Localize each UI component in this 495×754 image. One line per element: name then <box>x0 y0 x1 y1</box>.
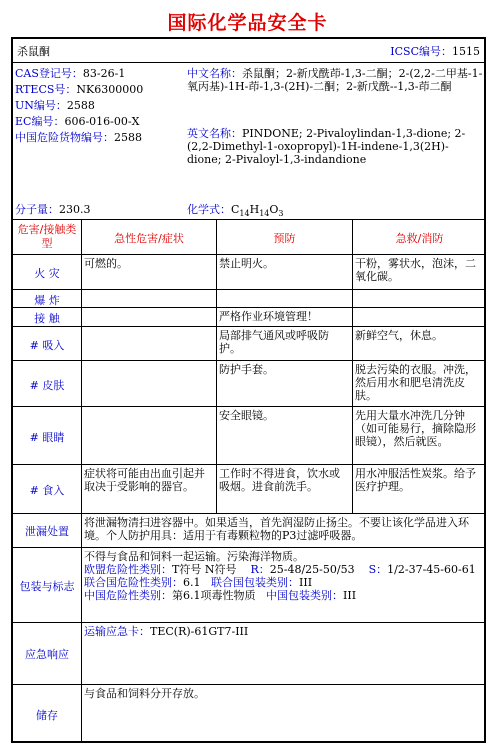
packaging-label: 包装与标志 <box>19 580 75 593</box>
card-title: 国际化学品安全卡 <box>167 12 328 34</box>
chinese-name: 中文名称：杀鼠酮；2-新戊酰茚-1,3-二酮；2-(2,2-二甲基-1-氧丙基)-1H-茚-1,3-(2H)-二酮；2-新戊酰--1,3-茚二酮 <box>187 67 483 93</box>
cas-number: CAS登记号：83-26-1 <box>15 67 126 80</box>
ingestion-prevention: 工作时不得进食，饮水或吸烟。进食前洗手。 <box>219 467 340 493</box>
header-first-aid: 急救/消防 <box>395 232 444 245</box>
rtecs-number: RTECS号：NK6300000 <box>15 83 144 96</box>
contact-prevention: 严格作业环境管理！ <box>219 310 318 323</box>
packaging-text: 不得与食品和饲料一起运输。污染海洋物质。 欧盟危险性类别：T符号 N符号 R：25-48/25-50/53 S：1/2-37-45-60-61 联合国危险性类别：6.1 联合国包装类别：III 中国危险性类别：第6.1项毒性物质 中国包装类别：III <box>84 550 476 602</box>
inhalation-prevention: 局部排气通风或呼吸防护。 <box>219 329 329 355</box>
row-label-inhalation: # 吸入 <box>29 339 65 352</box>
ec-number: EC编号：606-016-00-X <box>15 115 140 128</box>
spill-label: 泄漏处置 <box>25 525 69 538</box>
emergency-label: 应急响应 <box>25 648 69 661</box>
skin-prevention: 防护手套。 <box>219 363 274 376</box>
substance-name: 杀鼠酮 <box>17 45 50 58</box>
spill-text: 将泄漏物清扫进容器中。如果适当，首先润湿防止扬尘。不要让该化学品进入环境。个人防护用具：适用于有毒颗粒物的P3过滤呼吸器。 <box>84 516 469 542</box>
ingestion-first-aid: 用水冲服活性炭浆。给予医疗护理。 <box>355 467 476 493</box>
emergency-text: 运输应急卡：TEC(R)-61GT7-III <box>84 625 249 638</box>
header-hazard-type: 危害/接触类型 <box>17 223 77 250</box>
chemical-formula: 化学式：$C_{14}H_{14}O_3$ <box>187 203 284 218</box>
row-label-ingestion: # 食入 <box>29 484 65 497</box>
icsc-label: ICSC编号： <box>390 45 452 58</box>
ingestion-hazard: 症状将可能由出血引起并取决于受影响的器官。 <box>84 467 205 493</box>
row-label-contact: 接 触 <box>34 312 60 325</box>
storage-text: 与食品和饲料分开存放。 <box>84 687 205 700</box>
eyes-prevention: 安全眼镜。 <box>219 409 274 422</box>
molecular-weight: 分子量：230.3 <box>15 203 91 216</box>
divider <box>13 62 484 63</box>
english-name: 英文名称：PINDONE; 2-Pivaloylindan-1,3-dione; 2-(2,2-Dimethyl-1-oxopropyl)-1H-indene-1,3(2H)-dione; 2-Pivaloyl-1,3-indandione <box>187 127 466 166</box>
row-label-fire: 火 灾 <box>34 267 60 280</box>
skin-first-aid: 脱去污染的衣服。冲洗，然后用水和肥皂清洗皮肤。 <box>355 363 476 402</box>
icsc-value: 1515 <box>452 45 480 58</box>
row-label-eyes: # 眼睛 <box>29 431 65 444</box>
fire-first-aid: 干粉，雾状水，泡沫，二氧化碳。 <box>355 257 476 283</box>
divider <box>13 219 484 220</box>
eyes-first-aid: 先用大量水冲洗几分钟（如可能易行，摘除隐形眼镜），然后就医。 <box>355 409 476 448</box>
row-label-skin: # 皮肤 <box>29 379 65 392</box>
un-number: UN编号：2588 <box>15 99 95 112</box>
fire-hazard: 可燃的。 <box>84 257 128 270</box>
safety-card <box>11 37 486 743</box>
storage-label: 储存 <box>36 709 58 722</box>
icsc-number <box>390 45 480 58</box>
fire-prevention: 禁止明火。 <box>219 257 274 270</box>
header-prevention: 预防 <box>273 232 296 245</box>
inhalation-first-aid: 新鲜空气，休息。 <box>355 329 443 342</box>
china-dangerous-goods-number: 中国危险货物编号：2588 <box>15 131 142 144</box>
header-acute-hazard: 急性危害/症状 <box>114 232 184 245</box>
row-label-explosion: 爆 炸 <box>34 294 60 307</box>
